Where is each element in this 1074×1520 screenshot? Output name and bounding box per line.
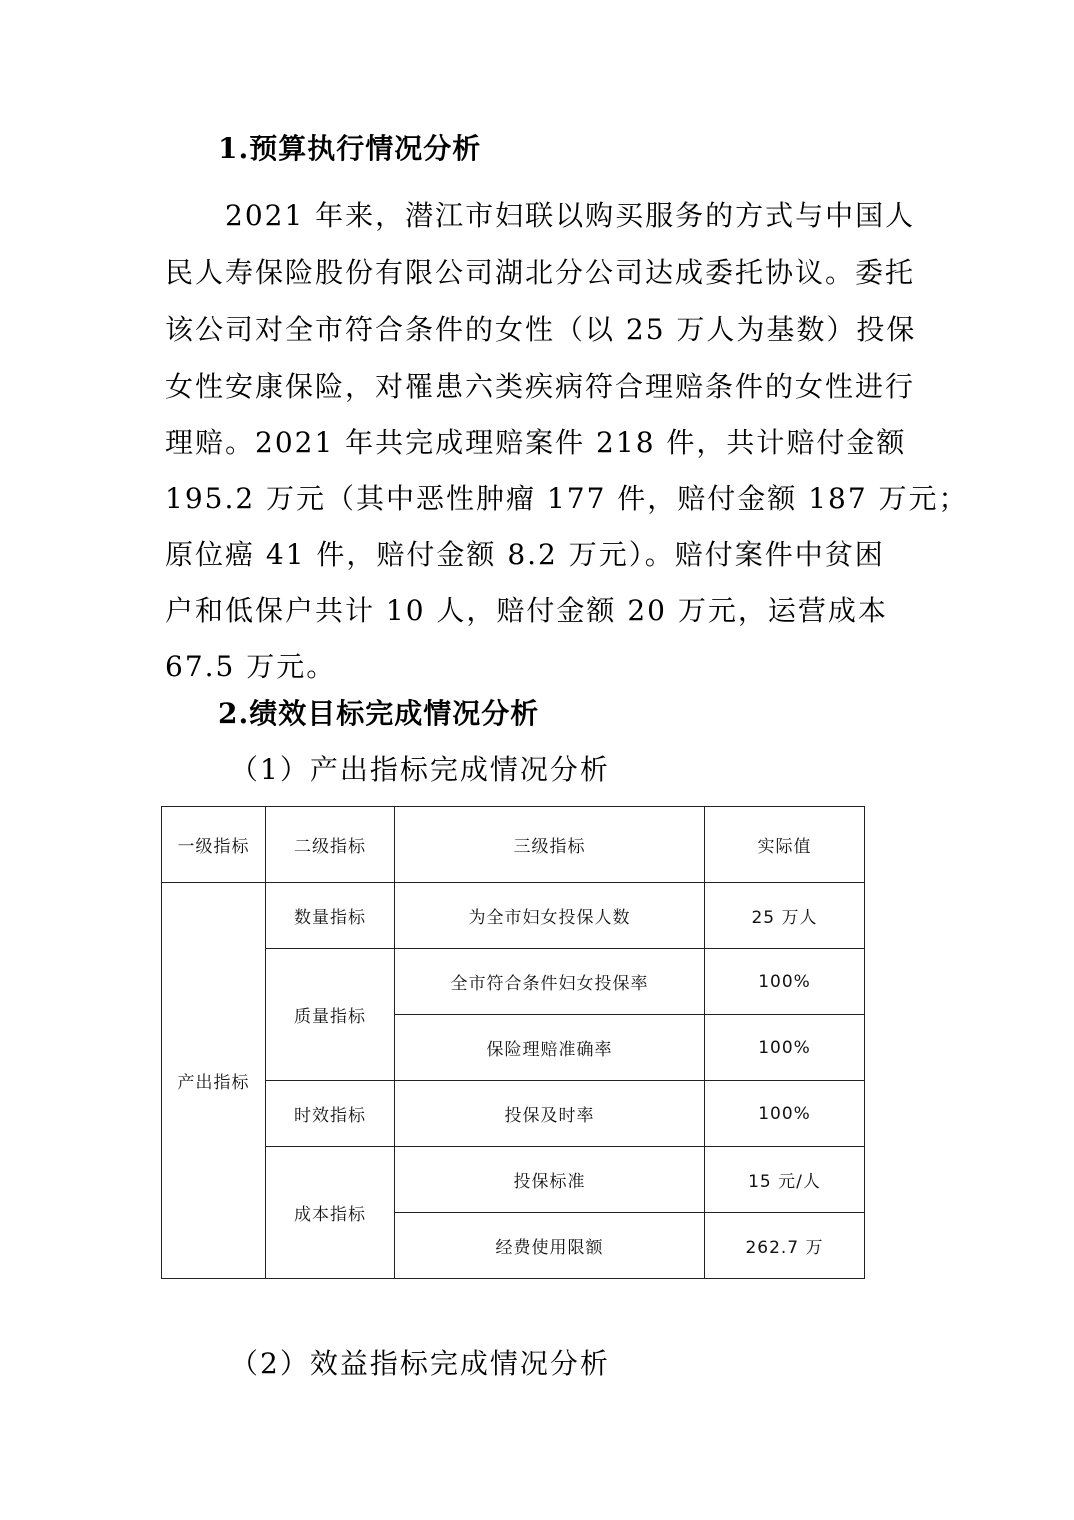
paragraph-line: 女性安康保险，对罹患六类疾病符合理赔条件的女性进行 — [165, 370, 916, 403]
header-cell: 二级指标 — [266, 807, 395, 883]
benefit-indicator-subheading: （2）效益指标完成情况分析 — [230, 1347, 610, 1380]
header-cell: 一级指标 — [162, 807, 266, 883]
value-cell: 100% — [705, 1015, 865, 1081]
paragraph-line: 2021 年来，潜江市妇联以购买服务的方式与中国人 — [165, 199, 916, 232]
header-cell: 三级指标 — [395, 807, 705, 883]
paragraph-line: 195.2 万元（其中恶性肿瘤 177 件，赔付金额 187 万元； — [165, 482, 969, 515]
header-cell: 实际值 — [705, 807, 865, 883]
level3-cell: 投保标准 — [395, 1147, 705, 1213]
table-row — [162, 1147, 865, 1213]
level2-cell: 质量指标 — [266, 949, 395, 1081]
value-cell: 262.7 万 — [705, 1213, 865, 1279]
level1-cell: 产出指标 — [162, 883, 266, 1279]
level2-cell: 数量指标 — [266, 883, 395, 949]
level3-cell: 投保及时率 — [395, 1081, 705, 1147]
paragraph-line: 理赔。2021 年共完成理赔案件 218 件，共计赔付金额 — [165, 426, 907, 459]
table-row — [162, 1081, 865, 1147]
level3-cell: 经费使用限额 — [395, 1213, 705, 1279]
value-cell: 100% — [705, 949, 865, 1015]
paragraph-line: 该公司对全市符合条件的女性（以 25 万人为基数）投保 — [165, 313, 917, 346]
value-cell: 15 元/人 — [705, 1147, 865, 1213]
output-indicator-table — [161, 806, 865, 1279]
level2-cell: 时效指标 — [266, 1081, 395, 1147]
level2-cell: 成本指标 — [266, 1147, 395, 1279]
paragraph-line: 原位癌 41 件，赔付金额 8.2 万元）。赔付案件中贫困 — [165, 538, 885, 571]
table-header-row — [162, 807, 865, 883]
table-row — [162, 883, 865, 949]
paragraph-line: 户和低保户共计 10 人，赔付金额 20 万元，运营成本 — [165, 594, 888, 627]
section-1-heading: 1.预算执行情况分析 — [218, 132, 482, 165]
level3-cell: 为全市妇女投保人数 — [395, 883, 705, 949]
value-cell: 25 万人 — [705, 883, 865, 949]
level3-cell: 保险理赔准确率 — [395, 1015, 705, 1081]
value-cell: 100% — [705, 1081, 865, 1147]
section-2-heading: 2.绩效目标完成情况分析 — [218, 697, 540, 730]
table-row — [162, 949, 865, 1015]
level3-cell: 全市符合条件妇女投保率 — [395, 949, 705, 1015]
paragraph-line: 67.5 万元。 — [165, 650, 337, 683]
paragraph-line: 民人寿保险股份有限公司湖北分公司达成委托协议。委托 — [165, 256, 916, 289]
output-indicator-subheading: （1）产出指标完成情况分析 — [230, 753, 610, 786]
